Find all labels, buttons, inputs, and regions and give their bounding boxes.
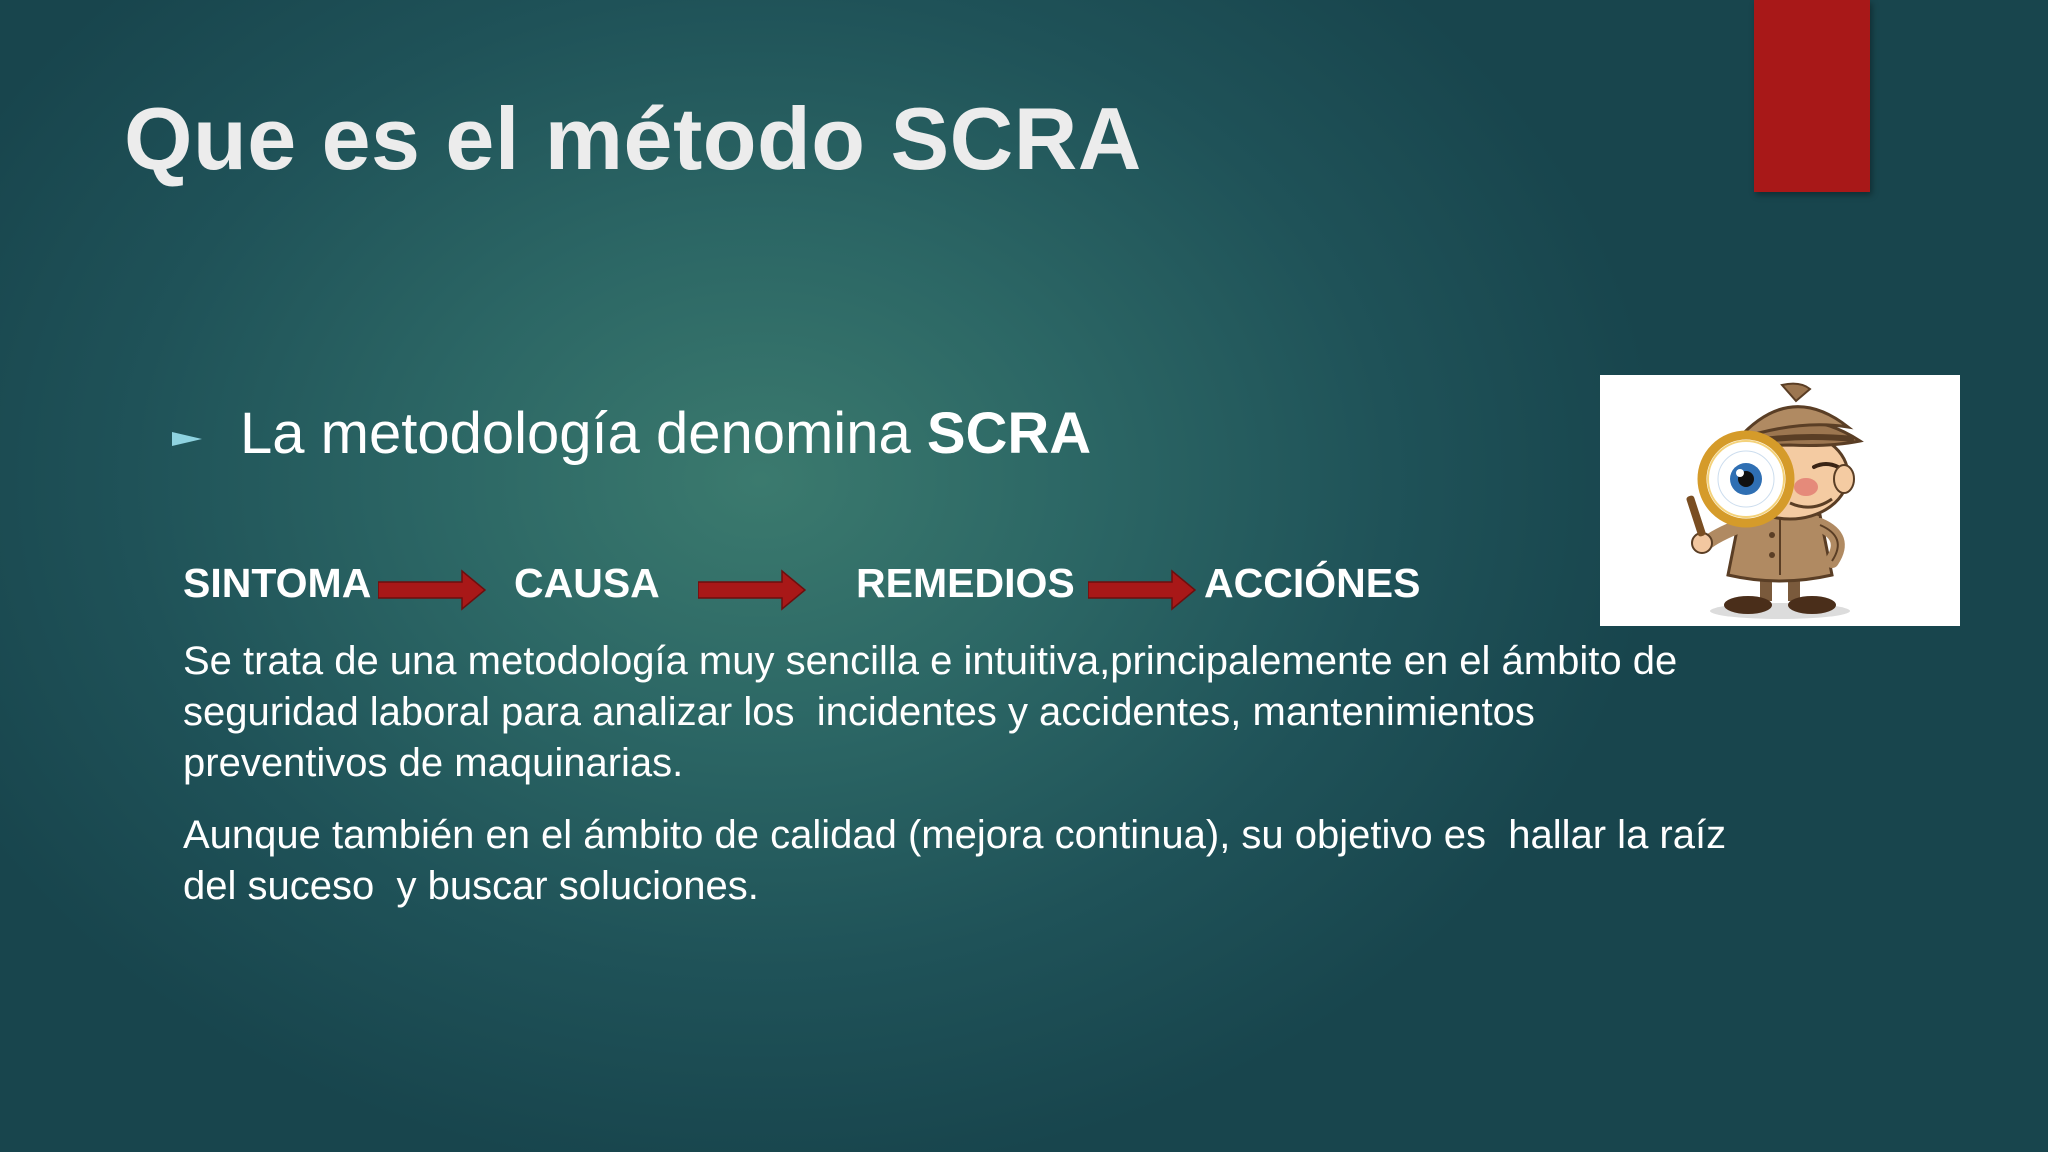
paragraph-objective: Aunque también en el ámbito de calidad (mejora continua), su objetivo es hallar la raíz del suceso y buscar soluciones. [183, 813, 1727, 908]
flow-arrow-icon [698, 568, 806, 612]
paragraph-description: Se trata de una metodología muy sencilla e intuitiva,principalemente en el ámbito de seguridad laboral para analizar los incidentes y accidentes, mantenimientos preventivos de maquinarias. [183, 639, 1678, 785]
bullet-text-prefix: La metodología denomina [240, 401, 927, 466]
bullet-arrow-icon [172, 428, 202, 450]
accent-bar [1754, 0, 1870, 192]
detective-with-magnifying-glass-icon [1600, 375, 1960, 626]
flow-step-acciones: ACCIÓNES [1204, 560, 1421, 606]
flow-arrow-icon [1088, 568, 1196, 612]
flow-step-sintoma: SINTOMA [183, 560, 372, 606]
flow-step-remedios: REMEDIOS [856, 560, 1075, 606]
bullet-text [240, 400, 1091, 467]
flow-step-causa: CAUSA [514, 560, 660, 606]
slide-title: Que es el método SCRA [124, 89, 1142, 188]
bullet-text-bold: SCRA [926, 401, 1092, 466]
detective-image [1600, 375, 1960, 626]
flow-arrow-icon [378, 568, 486, 612]
scra-flow [0, 560, 1600, 620]
